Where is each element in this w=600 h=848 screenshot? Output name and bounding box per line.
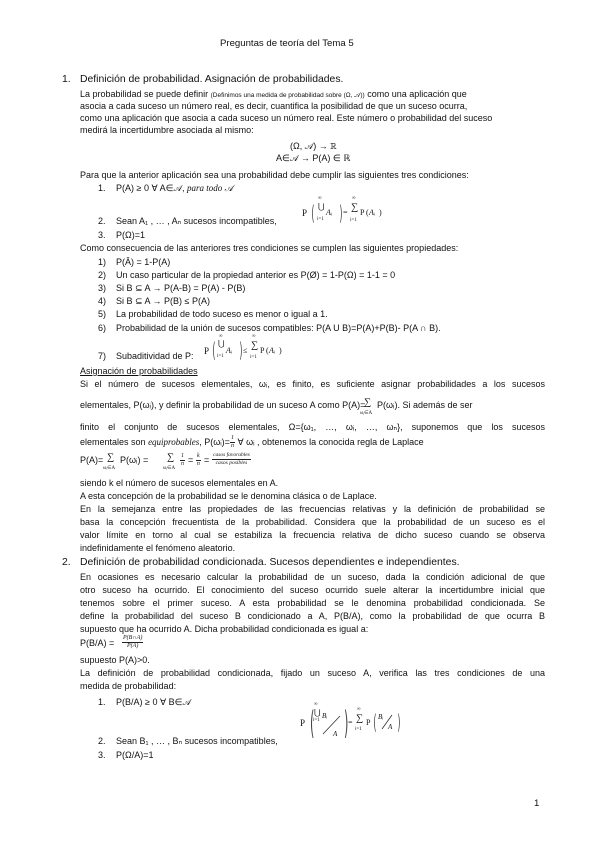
property-5-text: La probabilidad de todo suceso es menor o igual a 1. xyxy=(116,309,328,319)
s1-para-line-3: como una aplicación que asocia a cada suceso un número real. Este número o probabilidad del suceso xyxy=(80,113,493,123)
laplace-frac-kn: $\frac{k}{n}$ xyxy=(196,453,200,468)
s2-condition-1-number: 1. xyxy=(98,697,106,707)
s2-line-5: supuesto que ha ocurrido A. Dicha probabilidad condicionada es igual a: xyxy=(80,624,369,634)
s2-conditions-line-1: La definición de probabilidad condicionada, fijado un suceso A, verifica las tres condiciones de una xyxy=(80,668,545,678)
s2-conditions-line-2: medida de probabilidad: xyxy=(80,681,177,691)
s1-para-line-4: medirá la incertidumbre asociada al mismo: xyxy=(80,125,254,135)
s2-condition-2-text: Sean B₁ , … , Bₙ sucesos incompatibles, xyxy=(116,736,278,746)
assignment-subtitle: Asignación de probabilidades xyxy=(80,366,198,376)
condition-2-number: 2. xyxy=(98,216,106,226)
properties-intro: Como consecuencia de las anteriores tres condiciones se cumplen las siguientes propiedades: xyxy=(80,243,459,253)
s2-line-3: tenemos sobre el primer suceso. A esta probabilidad se le denomina probabilidad condicionada. Se xyxy=(80,598,545,608)
laplace-siendo: siendo k el número de sucesos elementales en A. xyxy=(80,478,279,488)
one-over-n-fraction: $\frac{1}{n}$ xyxy=(230,435,234,449)
assignment-line-2a: elementales, P(ωᵢ), y definir la probabilidad de un suceso A como P(A)= xyxy=(80,400,366,410)
s1-p1b: (Definimos una medida de probabilidad sobre (Ω, 𝒜)) xyxy=(210,92,365,99)
property-1-text: P(Â) = 1-P(A) xyxy=(116,257,171,267)
condition-1 xyxy=(116,183,233,194)
property-5-number: 5) xyxy=(98,309,107,319)
assignment-line-4 xyxy=(80,435,424,450)
property-4-number: 4) xyxy=(98,296,107,306)
condition-2-text: Sean A₁ , … , Aₙ sucesos incompatibles, xyxy=(116,216,277,226)
s2-condition-1-text: P(B/A) ≥ 0 ∀ B∈𝒜 xyxy=(116,697,191,707)
laplace-sum-2: ∑ xyxy=(167,452,175,463)
frequentist-line-4: indefinidamente el fenómeno aleatorio. xyxy=(80,543,236,553)
assignment-line-1: Si el número de sucesos elementales, ωᵢ, es finito, es suficiente asignar probabilidades a los sucesos xyxy=(80,379,545,389)
condition-1-text: P(A) ≥ 0 ∀ A∈𝒜, xyxy=(116,183,185,193)
section-2-number: 2. xyxy=(62,557,71,568)
laplace-p-omega: P(ωᵢ) = xyxy=(120,455,149,465)
assignment-equiprobables: equiprobables xyxy=(148,436,200,447)
assignment-line-3: finito el conjunto de sucesos elementales, Ω={ω₁, …, ωᵢ, …, ωₙ}, suponemos que los sucesos xyxy=(80,422,545,432)
condition-1-number: 1. xyxy=(98,183,106,193)
s1-para-line-2: asocia a cada suceso un número real, es decir, cuantifica la posibilidad de que un suceso ocurra, xyxy=(80,101,468,111)
mapping-line-1: (Ω, 𝒜) → ℝ xyxy=(290,141,337,151)
property-3-text: Si B ⊆ A → P(A-B) = P(A) - P(B) xyxy=(116,283,246,293)
assignment-line-4a: elementales son xyxy=(80,436,146,447)
assignment-line-4d: ∀ ωᵢ , obtenemos la conocida regla de Laplace xyxy=(234,436,424,447)
s2-line-4: define la probabilidad del suceso B condicionado a A, P(B/A), como la probabilidad de que ocurra B xyxy=(80,611,545,621)
laplace-cases-fraction: $\frac{\text{casos favorables}}{\text{casos posibles}}$ xyxy=(213,452,250,467)
s1-p1a: La probabilidad se puede definir xyxy=(80,89,209,99)
s2-condition-2-number: 2. xyxy=(98,736,106,746)
property-2-text: Un caso particular de la propiedad anterior es P(Ø) = 1-P(Ω) = 1-1 = 0 xyxy=(116,270,396,280)
sigma-additivity-formula: P ( ⋃ ∞ i=1 Aᵢ ) = ∑ ∞ i=1 P ( Aᵢ ) xyxy=(302,196,382,225)
property-7-number: 7) xyxy=(98,351,107,361)
conditional-additivity-formula: P ( ⋃ ∞ i=1 Bᵢ A ) = ∑ ∞ i=1 P ( Bᵢ A ) xyxy=(300,702,401,742)
s2-condition-3-text: P(Ω/A)=1 xyxy=(116,750,154,760)
s2-line-2: otro suceso ha ocurrido. El conocimiento del suceso ocurrido suele alterar la incertidumbre inicial que xyxy=(80,585,545,595)
assignment-line-2b: P(ωᵢ). Si además de ser xyxy=(377,400,473,410)
s1-para-line-1 xyxy=(80,89,467,101)
s2-supuesto: supuesto P(A)>0. xyxy=(80,655,150,665)
s1-p1c: como una aplicación que xyxy=(367,89,467,99)
condition-3-number: 3. xyxy=(98,230,106,240)
s2-condition-3-number: 3. xyxy=(98,750,106,760)
subadditivity-formula: P ( ⋃ ∞ i=1 Aᵢ ) ≤ ∑ ∞ i=1 P ( Aᵢ ) xyxy=(204,334,282,362)
frequentist-line-1: En la semejanza entre las propiedades de las frecuencias relativas y la definición de probabilidad se xyxy=(80,504,545,514)
frequentist-line-3: valor límite en torno al cual se estabiliza la frecuencia relativa de dicho suceso cuando se observa xyxy=(80,530,545,540)
frequentist-line-2: basa la concepción frecuentista de la probabilidad. Considera que la probabilidad de un suceso es el xyxy=(80,517,545,527)
section-1-number: 1. xyxy=(62,74,71,85)
section-1-heading: Definición de probabilidad. Asignación de probabilidades. xyxy=(80,74,344,85)
property-1-number: 1) xyxy=(98,257,107,267)
assignment-sum-sub: ωᵢ∈A xyxy=(360,411,373,416)
conditional-prob-label: P(B/A) = xyxy=(80,638,115,648)
condition-1-extra: para todo 𝒜 xyxy=(186,183,234,193)
laplace-clasica: A esta concepción de la probabilidad se le denomina clásica o de Laplace. xyxy=(80,491,377,501)
page-number: 1 xyxy=(534,798,540,809)
laplace-frac-1n: $\frac{1}{n}$ xyxy=(181,453,184,468)
laplace-sum-1-sub: ωᵢ∈A xyxy=(103,466,116,471)
conditional-prob-fraction: $\frac{P(B\cap A)}{P(A)}$ xyxy=(123,635,143,650)
property-6-text: Probabilidad de la unión de sucesos compatibles: P(A U B)=P(A)+P(B)- P(A ∩ B). xyxy=(116,323,441,333)
property-4-text: Si B ⊆ A → P(B) ≤ P(A) xyxy=(116,296,210,306)
laplace-eq-1: = xyxy=(188,455,194,465)
mapping-line-2: A∈𝒜 → P(A) ∈ ℝ xyxy=(276,153,351,163)
property-6-number: 6) xyxy=(98,323,107,333)
assignment-sum-symbol: ∑ xyxy=(364,397,372,408)
property-7-text: Subaditividad de P: xyxy=(116,351,194,361)
conditional-slash xyxy=(320,714,342,736)
conditions-intro: Para que la anterior aplicación sea una probabilidad debe cumplir las siguientes tres condiciones: xyxy=(80,170,469,180)
laplace-sum-1: ∑ xyxy=(107,452,115,463)
section-2-heading: Definición de probabilidad condicionada. Sucesos dependientes e independientes. xyxy=(80,557,460,568)
property-3-number: 3) xyxy=(98,283,107,293)
assignment-line-4c: , P(ωᵢ)= xyxy=(199,436,230,447)
page-header-title: Preguntas de teoría del Tema 5 xyxy=(220,38,354,49)
s2-line-1: En ocasiones es necesario calcular la probabilidad de un suceso, dada la condición adicional de que xyxy=(80,572,545,582)
laplace-p-of-a: P(A)= xyxy=(80,455,104,465)
property-2-number: 2) xyxy=(98,270,107,280)
laplace-eq-2: = xyxy=(204,455,210,465)
laplace-sum-2-sub: ωᵢ∈A xyxy=(163,466,176,471)
condition-3-text: P(Ω)=1 xyxy=(116,230,145,240)
